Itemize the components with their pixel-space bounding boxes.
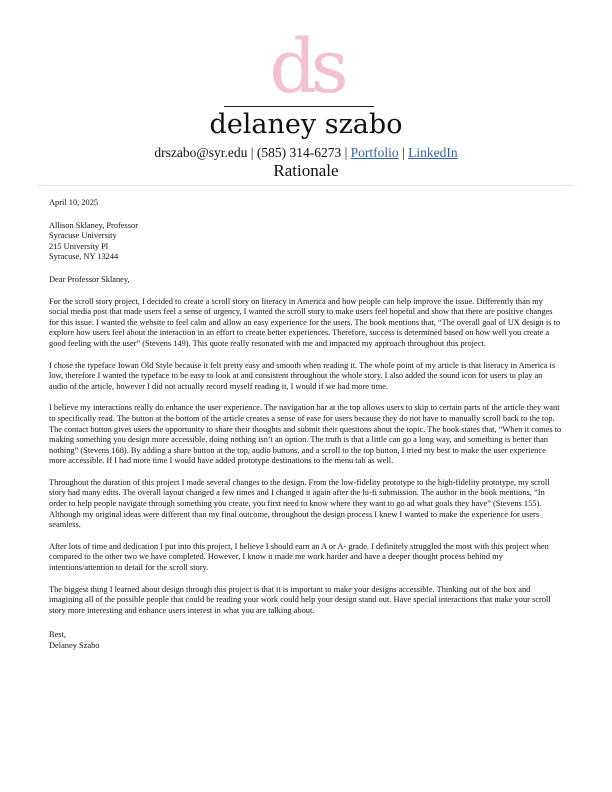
- linkedin-link[interactable]: LinkedIn: [408, 145, 458, 160]
- email-text: drszabo@syr.edu: [154, 145, 248, 160]
- body-paragraph: The biggest thing I learned about design through this project is that it is important to make your designs accessible. Thinking out of the box and imagining all of the possible people that could be reading your work could help your design stand out. Have special interactions that make your scroll story more interesting and enhance users interest in what you are talking about.: [49, 584, 551, 615]
- author-name: delaney szabo: [209, 109, 403, 140]
- closing: Best,: [49, 630, 66, 640]
- phone-text: (585) 314-6273: [256, 145, 342, 160]
- body-paragraph: After lots of time and dedication I put into this project, I believe I should earn an A or A- grade. I definitely struggled the most with this project when compared to the other two we have completed. However, I know it made me work harder and have a deeper thought process behind my intentions/attention to detail for the scroll story.: [49, 541, 549, 573]
- signature: Delaney Szabo: [49, 641, 100, 650]
- page-title: Rationale: [273, 161, 339, 180]
- recipient-address: [49, 221, 563, 263]
- separator: |: [402, 145, 405, 160]
- recipient-line: 215 University Pl: [49, 241, 109, 251]
- body-paragraph: I chose the typeface Iowan Old Style because it felt pretty easy and smooth when reading it. The whole point of my article is that literacy in America is low, therefore I wanted the typeface to be easy to look at and consistent throughout the whole story. I also added the sound icon for users to play an audio of the article, however I did not actually record myself reading it, I would if we had more time.: [49, 360, 556, 391]
- monogram-logo: ds: [269, 24, 343, 110]
- letter-body: [49, 198, 563, 652]
- body-paragraph: For the scroll story project, I decided to create a scroll story on literacy in America and how people can help improve the issue. Differently than my social media post that made users feel a sense of urgency, I wanted the scroll story to make users feel hopeful and show that there are positive changes for this issue. I wanted the website to feel calm and allow an easy experience for the users. The book mentions that, “The overall goal of UX design is to explore how users feel about the interaction in an effort to create better experiences. Therefore, success is determined based on how well you create a good feeling with the user” (Stevens 149). This quote really resonated with me and impacted my approach throughout this project.: [49, 296, 561, 348]
- separator: |: [250, 145, 254, 160]
- separator: |: [344, 145, 348, 160]
- body-paragraph: I believe my interactions really do enhance the user experience. The navigation bar at the top allows users to skip to certain parts of the article they want to specifically read. The button at the bottom of the article creates a sense of ease for users because they do not have to manually scroll back to the top. The contact button gives users the opportunity to share their thoughts and submit their questions about the topic. The book states that, “When it comes to making something you design more accessible, doing nothing isn’t an option. The truth is that a little can go a long way, and something is better than nothing” (Stevens 168). By adding a share button at the top, audio buttons, and a scroll to the top button, I tried my best to make the user experience more accessible. If I had more time I would have added prototype destinations to the menu tab as well.: [49, 403, 562, 466]
- recipient-line: Allison Sklaney, Professor: [49, 220, 139, 230]
- recipient-line: Syracuse University: [49, 231, 117, 241]
- portfolio-link[interactable]: Portfolio: [350, 145, 399, 160]
- body-paragraph: Throughout the duration of this project I made several changes to the design. From the low-fidelity prototype to the high-fidelity prototype, my scroll story had many edits. The overall layout changed a few times and I changed it again after the hi-fi submission. The author in the book mentions, “In order to help people navigate through something you create, you first need to know where they want to go ad what goals they have” (Stevens 155). Although my original ideas were different than my final outcome, throughout the design process I knew I wanted to make the experience for users seamless.: [49, 477, 550, 530]
- recipient-line: Syracuse, NY 13244: [49, 252, 119, 262]
- salutation: Dear Professor Sklaney,: [49, 274, 130, 284]
- name-rule: [224, 106, 374, 107]
- header-divider: [38, 185, 574, 186]
- letter-date: April 10, 2025: [49, 198, 99, 207]
